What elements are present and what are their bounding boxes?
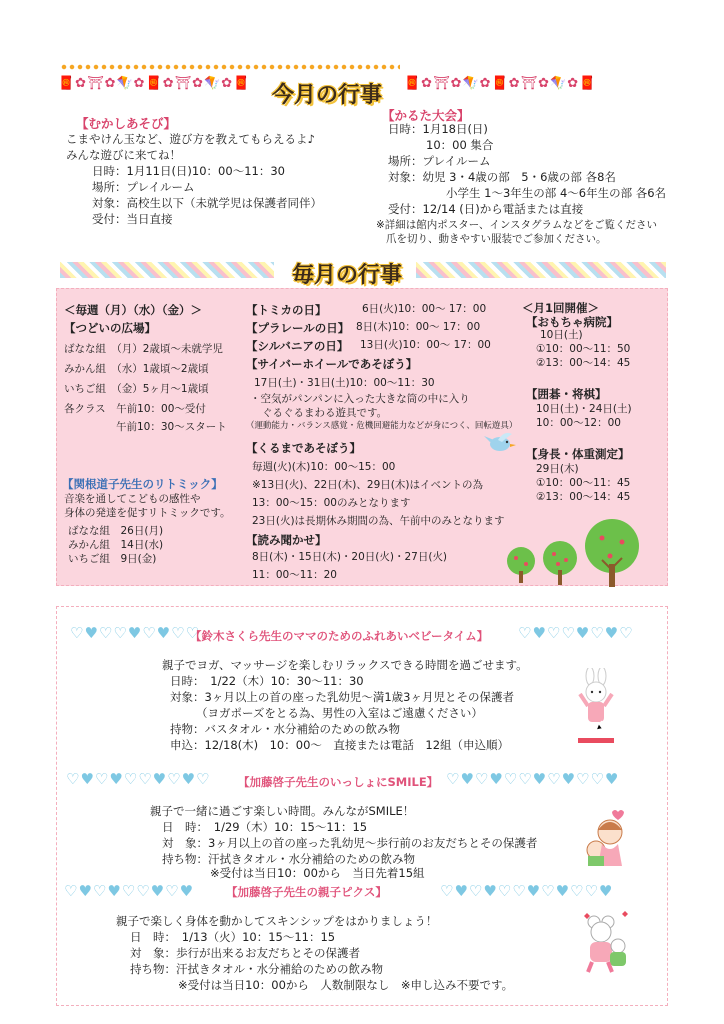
sylvanian-time: 13日(火)10：00～ 17：00 <box>360 339 491 351</box>
toy-hospital-time1: ①10：00～11：50 <box>536 343 631 355</box>
go-shogi-date: 10日(土)・24日(土) <box>536 403 632 415</box>
checker-decoration-right <box>416 262 666 278</box>
kuruma-time: 毎週(火)(木)10：00～15：00 <box>252 461 396 473</box>
tree-large-icon <box>582 518 642 592</box>
rhythmic-row-mikan: みかん組 14日(水) <box>68 539 164 551</box>
go-shogi-label: 【囲碁・将棋】 <box>526 387 607 401</box>
go-shogi-time: 10：00～12：00 <box>536 417 621 429</box>
heart-row-right-2: ♡♥♡♥♡♡♥♡♥♡♡♥ <box>446 770 620 788</box>
rhythmic-desc1: 音楽を通してこどもの感性や <box>64 493 201 505</box>
karuta-heading: 【かるた大会】 <box>382 108 470 123</box>
mouse-hug-icon <box>578 910 632 978</box>
kuruma-note2: 13：00～15：00のみとなります <box>252 497 411 509</box>
tomica-time: 6日(火)10：00～ 17：00 <box>362 303 487 315</box>
suzuki-target: 対象：3ヶ月以上の首の座った乳幼児～満1歳3ヶ月児とその保護者 <box>170 690 514 704</box>
suzuki-title: 【鈴木さくら先生のママのためのふれあいベビータイム】 <box>190 629 489 643</box>
sylvanian-label: 【シルバニアの日】 <box>246 339 349 353</box>
plarail-label: 【プラレールの日】 <box>246 321 350 335</box>
kato-picks-note: ※受付は当日10：00から 人数制限なし ※申し込み不要です。 <box>178 978 514 992</box>
mukashi-heading: 【むかしあそび】 <box>76 116 177 131</box>
kato-smile-intro: 親子で一緒に過ごす楽しい時間。みんながSMILE！ <box>150 804 415 818</box>
bird-icon <box>484 430 518 460</box>
tree-medium-icon <box>540 540 580 590</box>
mukashi-line1: こまやけん玉など、遊び方を教えてもらえるよ♪ <box>66 132 315 146</box>
cyber-label: 【サイバーホイールであそぼう】 <box>246 357 418 371</box>
mukashi-line2: みんな遊びに来てね！ <box>66 148 181 162</box>
cyber-desc1: ・空気がパンパンに入った大きな筒の中に入り <box>250 393 470 405</box>
new-year-decoration-right: 🧧✿⛩✿🪁✿🧧✿⛩✿🪁✿🧧 <box>404 76 597 91</box>
suzuki-apply: 申込：12/18(木) 10：00～ 直接または電話 12組（申込順） <box>170 738 510 752</box>
plarail-time: 8日(木)10：00～ 17：00 <box>356 321 481 333</box>
dots-decoration-top <box>60 64 400 70</box>
kato-smile-title: 【加藤啓子先生のいっしょにSMILE】 <box>238 775 439 789</box>
parent-child-icon <box>582 808 632 872</box>
kato-picks-intro: 親子で楽しく身体を動かしてスキンシップをはかりましょう！ <box>116 914 438 928</box>
karuta-note1: ※詳細は館内ポスター、インスタグラムなどをご覧ください <box>376 219 657 231</box>
heart-row-left-2: ♡♥♡♥♡♡♥♡♥♡ <box>66 770 211 788</box>
karuta-target1: 対象：幼児 3・4歳の部 5・6歳の部 各8名 <box>388 170 616 184</box>
suzuki-intro: 親子でヨガ、マッサージを楽しむリラックスできる時間を過ごせます。 <box>162 658 528 672</box>
kato-picks-items: 持ち物：汗拭きタオル・水分補給のための飲み物 <box>130 962 383 976</box>
monthly-once-heading: ＜月1回開催＞ <box>522 301 600 315</box>
kuruma-note3: 23日(火)は長期休み期間の為、午前中のみとなります <box>252 515 505 527</box>
karuta-target2: 小学生 1～3年生の部 4～6年生の部 各6名 <box>446 186 667 200</box>
weekly-row-mikan: みかん組 （水）1歳頃～2歳頃 <box>64 363 209 375</box>
heart-row-left-3: ♡♥♡♥♡♡♥♡♥ <box>64 882 195 900</box>
karuta-time: 10：00 集合 <box>426 138 494 152</box>
kato-picks-date: 日 時： 1/13（火）10：15～11：15 <box>130 930 336 944</box>
weekly-row-start: 午前10：30～スタート <box>116 421 227 433</box>
body-measure-time2: ②13：00～14：45 <box>536 491 631 503</box>
suzuki-date: 日時： 1/22（木）10：30～11：30 <box>170 674 364 688</box>
weekly-row-ichigo: いちご組 （金）5ヶ月～1歳頃 <box>64 383 209 395</box>
every-month-title: 毎月の行事 <box>292 263 403 288</box>
kuruma-label: 【くるまであそぼう】 <box>246 441 361 455</box>
karuta-note2: 爪を切り、動きやすい服装でご参加ください。 <box>386 233 607 245</box>
karuta-reception: 受付：12/14 (日)から電話または直接 <box>388 202 584 216</box>
tomica-label: 【トミカの日】 <box>246 303 327 317</box>
this-month-title: 今月の行事 <box>272 83 383 108</box>
cyber-desc3: （運動能力・バランス感覚・危機回避能力などが身につく、回転遊具） <box>246 421 518 431</box>
reading-dates: 8日(木)・15日(木)・20日(火)・27日(火) <box>252 551 448 563</box>
mukashi-target: 対象：高校生以下（未就学児は保護者同伴） <box>92 196 322 210</box>
reading-time: 11：00～11：20 <box>252 569 337 581</box>
mukashi-date: 日時：1月11日(日)10：00～11：30 <box>92 164 285 178</box>
kato-picks-title: 【加藤啓子先生の親子ピクス】 <box>226 885 387 899</box>
kato-smile-date: 日 時： 1/29（木）10：15～11：15 <box>162 820 368 834</box>
heart-row-right-1: ♡♥♡♡♥♡♥♡ <box>518 624 634 642</box>
rhythmic-heading: 【関根道子先生のリトミック】 <box>62 477 223 491</box>
weekly-row-all: 各クラス 午前10：00～受付 <box>64 403 206 415</box>
karuta-date: 日時：1月18日(日) <box>388 122 488 136</box>
mukashi-reception: 受付：当日直接 <box>92 212 173 226</box>
checker-decoration-left <box>60 262 274 278</box>
rhythmic-row-banana: ばなな組 26日(月) <box>68 525 164 537</box>
cyber-time: 17日(土)・31日(土)10：00～11：30 <box>254 377 435 389</box>
tsudoi-heading: 【つどいの広場】 <box>64 321 156 335</box>
weekly-row-banana: ばなな組 （月）2歳頃～未就学児 <box>64 343 223 355</box>
heart-row-right-3: ♡♥♡♥♡♡♥♡♥♡♡♥ <box>440 882 614 900</box>
kato-picks-target: 対 象：歩行が出来るお友だちとその保護者 <box>130 946 360 960</box>
kato-smile-target: 対 象：3ヶ月以上の首の座った乳幼児～歩行前のお友だちとその保護者 <box>162 836 538 850</box>
cyber-desc2: ぐるぐるまわる遊具です。 <box>262 407 388 419</box>
suzuki-target-note: （ヨガポーズをとる為、男性の入室はご遠慮ください） <box>196 706 483 720</box>
karuta-place: 場所：プレイルーム <box>388 154 491 168</box>
toy-hospital-date: 10日(土) <box>540 329 583 341</box>
body-measure-date: 29日(木) <box>536 463 579 475</box>
body-measure-label: 【身長・体重測定】 <box>526 447 630 461</box>
mukashi-place: 場所：プレイルーム <box>92 180 195 194</box>
rhythmic-desc2: 身体の発達を促すリトミックです。 <box>64 507 231 519</box>
body-measure-time1: ①10：00～11：45 <box>536 477 631 489</box>
heart-row-left-1: ♡♥♡♡♥♡♥♡♡ <box>70 624 201 642</box>
reading-label: 【読み聞かせ】 <box>246 533 327 547</box>
yoga-rabbit-icon <box>574 668 618 748</box>
tree-small-icon <box>504 546 538 588</box>
weekly-heading: ＜毎週（月）（水）（金）＞ <box>64 303 202 317</box>
suzuki-items: 持物：バスタオル・水分補給のための飲み物 <box>170 722 400 736</box>
kato-smile-note: ※受付は当日10：00から 当日先着15組 <box>210 866 425 880</box>
rhythmic-row-ichigo: いちご組 9日(金) <box>68 553 157 565</box>
kato-smile-items: 持ち物：汗拭きタオル・水分補給のための飲み物 <box>162 852 415 866</box>
toy-hospital-label: 【おもちゃ病院】 <box>526 315 618 329</box>
new-year-decoration-left: 🧧✿⛩✿🪁✿🧧✿⛩✿🪁✿🧧 <box>58 76 251 91</box>
toy-hospital-time2: ②13：00～14：45 <box>536 357 631 369</box>
kuruma-note1: ※13日(火)、22日(木)、29日(木)はイベントの為 <box>252 479 483 491</box>
